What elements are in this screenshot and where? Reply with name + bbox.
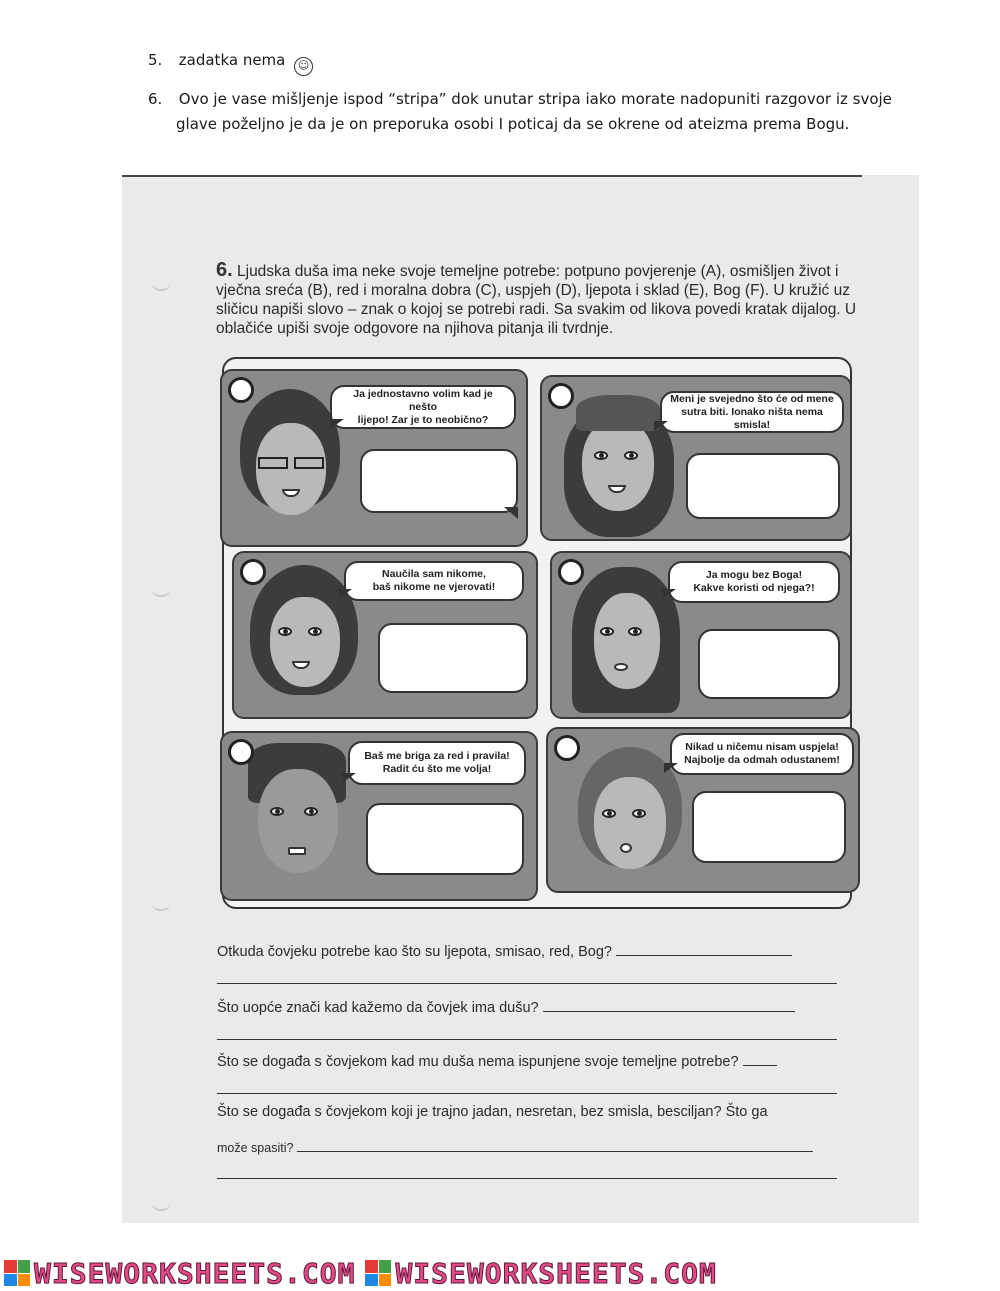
- question-text: može spasiti?: [217, 1141, 294, 1155]
- answer-bubble[interactable]: [698, 629, 840, 699]
- question-text: Otkuda čovjeku potrebe kao što su ljepota, smisao, red, Bog?: [217, 944, 612, 960]
- answer-line[interactable]: [217, 1039, 837, 1040]
- item-number: 6.: [148, 90, 163, 108]
- brand-block: [4, 1257, 355, 1290]
- instruction-item-5: [148, 48, 313, 76]
- answer-line[interactable]: [543, 998, 795, 1012]
- answer-line[interactable]: [217, 983, 837, 984]
- punch-hole-icon: [152, 897, 170, 911]
- logo-icon: [365, 1260, 391, 1286]
- scanned-worksheet: [122, 175, 919, 1223]
- question-text: Što uopće znači kad kažemo da čovjek ima dušu?: [217, 1000, 539, 1016]
- answer-circle[interactable]: [228, 377, 254, 403]
- answer-bubble[interactable]: [686, 453, 840, 519]
- item-text-line-1: Ovo je vase mišljenje ispod “stripa” dok unutar stripa iako morate nadopuniti razgovor iz svoje: [178, 90, 892, 108]
- logo-icon: [4, 1260, 30, 1286]
- question-1: [217, 942, 837, 960]
- comic-panel-5: [220, 731, 538, 901]
- answer-circle[interactable]: [240, 559, 266, 585]
- brand-name: WISEWORKSHEETS.COM: [395, 1256, 717, 1290]
- comic-panel-1: [220, 369, 528, 547]
- item-number: 5.: [148, 51, 163, 69]
- answer-bubble[interactable]: [360, 449, 518, 513]
- answer-circle[interactable]: [228, 739, 254, 765]
- task-text: Ljudska duša ima neke svoje temeljne potrebe: potpuno povjerenje (A), osmišljen život i vječna sreća (B), red i moralna dobra (C), uspjeh (D), ljepota i sklad (E), Bog (F). U kružić uz sličicu napiši slovo – znak o kojoj se potrebi radi. Sa svakim od likova povedi kratak dijalog. U oblačiće upiši svoje odgovore na njihova pitanja ili tvrdnje.: [216, 263, 857, 337]
- answer-line[interactable]: [217, 1178, 837, 1179]
- comic-panel-2: [540, 375, 852, 541]
- question-text: Što se događa s čovjekom koji je trajno jadan, nesretan, bez smisla, besciljan? Što ga: [217, 1104, 768, 1120]
- answer-line[interactable]: [743, 1052, 777, 1066]
- answer-line[interactable]: [616, 942, 792, 956]
- speech-bubble: Baš me briga za red i pravila! Radit ću što me volja!: [348, 741, 526, 785]
- scan-edge-line: [122, 175, 862, 177]
- footer-banner: [0, 1255, 1000, 1291]
- character-face: [564, 389, 674, 539]
- character-face: [244, 743, 354, 899]
- answer-circle[interactable]: [554, 735, 580, 761]
- answer-circle[interactable]: [558, 559, 584, 585]
- speech-bubble: Nikad u ničemu nisam uspjela! Najbolje da odmah odustanem!: [670, 733, 854, 775]
- instruction-item-6: [148, 87, 938, 137]
- comic-panel-6: [546, 727, 860, 893]
- comic-panel-3: [232, 551, 538, 719]
- question-text: Što se događa s čovjekom kad mu duša nema ispunjene svoje temeljne potrebe?: [217, 1054, 739, 1070]
- speech-bubble: Meni je svejedno što će od mene sutra biti. Ionako ništa nema smisla!: [660, 391, 844, 433]
- punch-hole-icon: [152, 277, 170, 291]
- answer-line[interactable]: [217, 1093, 837, 1094]
- question-4: [217, 1104, 837, 1120]
- question-4-cont: [217, 1138, 837, 1155]
- task-description: [216, 261, 876, 338]
- punch-hole-icon: [152, 583, 170, 597]
- question-3: [217, 1052, 837, 1070]
- comic-strip: [222, 357, 852, 909]
- comic-panel-4: [550, 551, 852, 719]
- speech-bubble: Naučila sam nikome, baš nikome ne vjerovati!: [344, 561, 524, 601]
- speech-bubble: Ja jednostavno volim kad je nešto lijepo! Zar je to neobično?: [330, 385, 516, 429]
- question-2: [217, 998, 837, 1016]
- speech-bubble: Ja mogu bez Boga! Kakve koristi od njega?!: [668, 561, 840, 603]
- task-number: 6.: [216, 259, 233, 281]
- answer-line[interactable]: [297, 1138, 813, 1152]
- answer-bubble[interactable]: [366, 803, 524, 875]
- brand-block: [365, 1257, 716, 1290]
- punch-hole-icon: [152, 1197, 170, 1211]
- answer-circle[interactable]: [548, 383, 574, 409]
- answer-bubble[interactable]: [378, 623, 528, 693]
- item-text-line-2: glave poželjno je da je on preporuka osobi I poticaj da se okrene od ateizma prema Bogu.: [176, 115, 850, 133]
- answer-bubble[interactable]: [692, 791, 846, 863]
- smiley-icon: ☺: [294, 57, 313, 76]
- item-text: zadatka nema: [178, 51, 286, 69]
- brand-name: WISEWORKSHEETS.COM: [34, 1256, 356, 1290]
